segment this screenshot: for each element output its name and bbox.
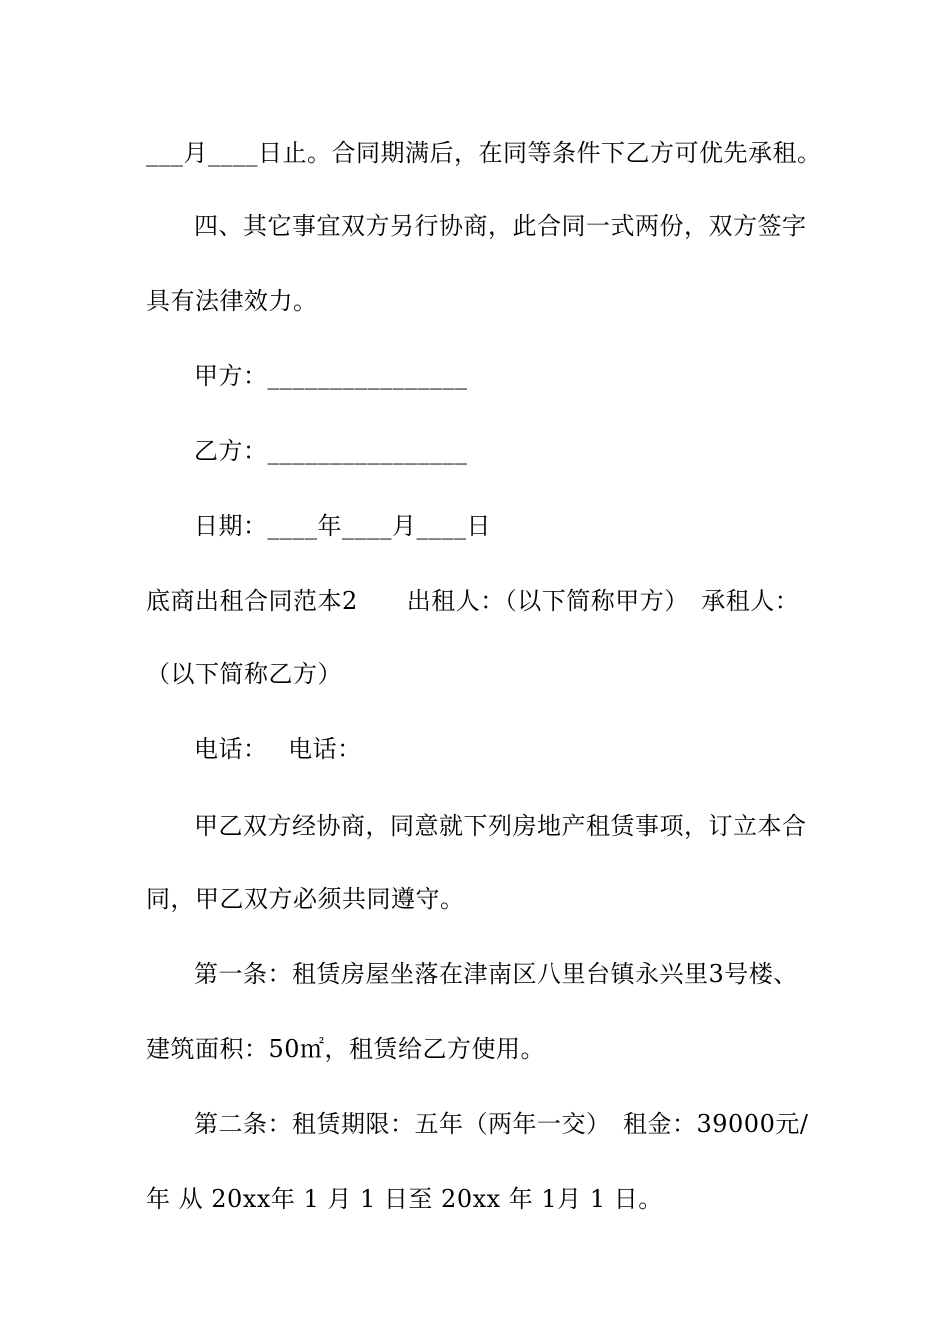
- text-line-article-two-cont: 年 从 20xx年 1 月 1 日至 20xx 年 1月 1 日。: [146, 1185, 663, 1213]
- text-line-agreement-intro: 甲乙双方经协商，同意就下列房地产租赁事项，订立本合: [194, 812, 807, 840]
- text-line-article-one: 第一条：租赁房屋坐落在津南区八里台镇永兴里3号楼、: [194, 960, 798, 988]
- text-line-party-b-note: （以下简称乙方）: [146, 660, 342, 688]
- text-line-phones: 电话： 电话：: [194, 735, 362, 763]
- text-line-date: 日期：____年____月____日: [194, 512, 491, 540]
- text-line-party-b-signature: 乙方：________________: [194, 437, 468, 465]
- text-line-agreement-intro-cont: 同，甲乙双方必须共同遵守。: [146, 885, 465, 913]
- text-line-legal-effect: 具有法律效力。: [146, 287, 318, 315]
- text-line-party-a-signature: 甲方：________________: [194, 362, 468, 390]
- text-line-term-end: ___月____日止。合同期满后，在同等条件下乙方可优先承租。: [146, 139, 822, 167]
- text-line-sample-title-parties: 底商出租合同范本2 出租人：（以下简称甲方） 承租人：: [146, 587, 800, 615]
- text-line-article-two: 第二条：租赁期限：五年（两年一交） 租金：39000元/: [194, 1110, 809, 1138]
- text-line-clause-four: 四、其它事宜双方另行协商，此合同一式两份，双方签字: [194, 212, 807, 240]
- text-line-article-one-cont: 建筑面积：50㎡，租赁给乙方使用。: [146, 1035, 546, 1063]
